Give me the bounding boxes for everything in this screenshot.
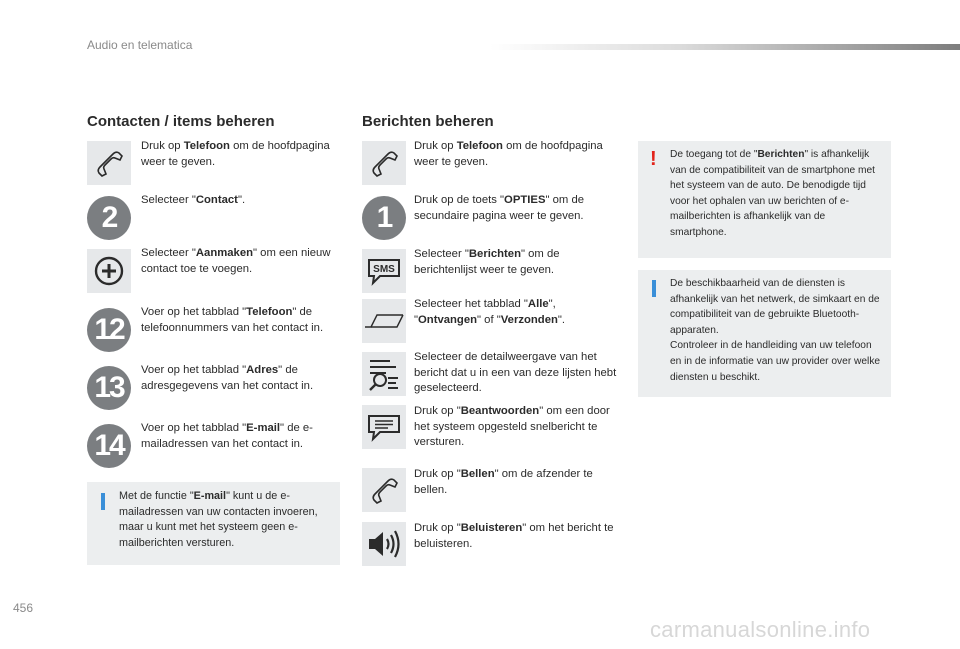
call-icon xyxy=(362,468,406,512)
tab-icon xyxy=(362,299,406,343)
left-step-1: Druk op Telefoon om de hoofdpagina weer te geven. xyxy=(141,140,330,168)
middle-section-title: Berichten beheren xyxy=(362,113,494,130)
email-info-note: Met de functie "E-mail" kunt u de e-mailadressen van uw contacten invoeren, maar u kunt met het systeem geen e-mailberichten versturen. xyxy=(87,482,340,565)
middle-step-6: Druk op "Beantwoorden" om een door het systeem opgesteld snelbericht te versturen. xyxy=(414,405,610,448)
left-step-2: Selecteer "Contact". xyxy=(141,194,246,206)
left-step-4: Voer op het tabblad "Telefoon" de telefoonnummers van het contact in. xyxy=(141,306,324,334)
header-rule xyxy=(490,44,960,50)
left-section-title: Contacten / items beheren xyxy=(87,113,275,130)
page-number: 456 xyxy=(13,601,34,615)
left-step-6: Voer op het tabblad "E-mail" de e-mailadressen van het contact in. xyxy=(141,422,313,450)
services-info-note xyxy=(638,270,891,397)
middle-step-5: Selecteer de detailweergave van het bericht dat u in een van deze lijsten hebt geselecteerd. xyxy=(414,351,617,394)
left-step-3: Selecteer "Aanmaken" om een nieuw contact toe te voegen. xyxy=(141,247,331,275)
step-number-12: 12 xyxy=(87,308,131,352)
phone-icon xyxy=(362,141,406,185)
services-info-text-1: De beschikbaarheid van de diensten is afhankelijk van het netwerk, de simkaart en de compatibiliteit van de gebruikte Bluetooth-apparaten. xyxy=(670,278,880,336)
middle-step-8: Druk op "Beluisteren" om het bericht te beluisteren. xyxy=(414,522,614,550)
sms-icon-label: SMS xyxy=(373,264,395,275)
watermark: carmanualsonline.info xyxy=(650,617,871,642)
middle-step-4: Selecteer het tabblad "Alle", "Ontvangen" of "Verzonden". xyxy=(414,298,566,326)
detail-view-icon xyxy=(362,352,406,396)
step-number-14: 14 xyxy=(87,424,131,468)
reply-message-icon xyxy=(362,405,406,449)
speaker-icon xyxy=(362,522,406,566)
messages-warning-note: ! De toegang tot de "Berichten" is afhankelijk van de compatibiliteit van de smartphone met het systeem van de auto. De benodigde tijd voor het ophalen van uw berichten of e-mailberichten is afhankelijk van de smartphone. xyxy=(638,141,891,258)
step-number-13: 13 xyxy=(87,366,131,410)
info-icon xyxy=(101,493,105,510)
step-number-2: 2 xyxy=(87,196,131,240)
phone-icon xyxy=(87,141,131,185)
services-info-text-2: Controleer in de handleiding van uw telefoon en in de informatie van uw provider over welke diensten u beschikt. xyxy=(670,340,881,383)
middle-step-1: Druk op Telefoon om de hoofdpagina weer te geven. xyxy=(414,140,603,168)
warning-icon: ! xyxy=(650,148,657,170)
middle-step-7: Druk op "Bellen" om de afzender te bellen. xyxy=(414,468,593,496)
step-number-1: 1 xyxy=(362,196,406,240)
sms-icon xyxy=(362,249,406,293)
middle-step-3: Selecteer "Berichten" om de berichtenlijst weer te geven. xyxy=(414,248,560,276)
header-title: Audio en telematica xyxy=(87,38,193,52)
add-icon xyxy=(87,249,131,293)
middle-step-2: Druk op de toets "OPTIES" om de secundaire pagina weer te geven. xyxy=(414,194,585,222)
info-icon xyxy=(652,280,656,297)
left-step-5: Voer op het tabblad "Adres" de adresgegevens van het contact in. xyxy=(141,364,314,392)
